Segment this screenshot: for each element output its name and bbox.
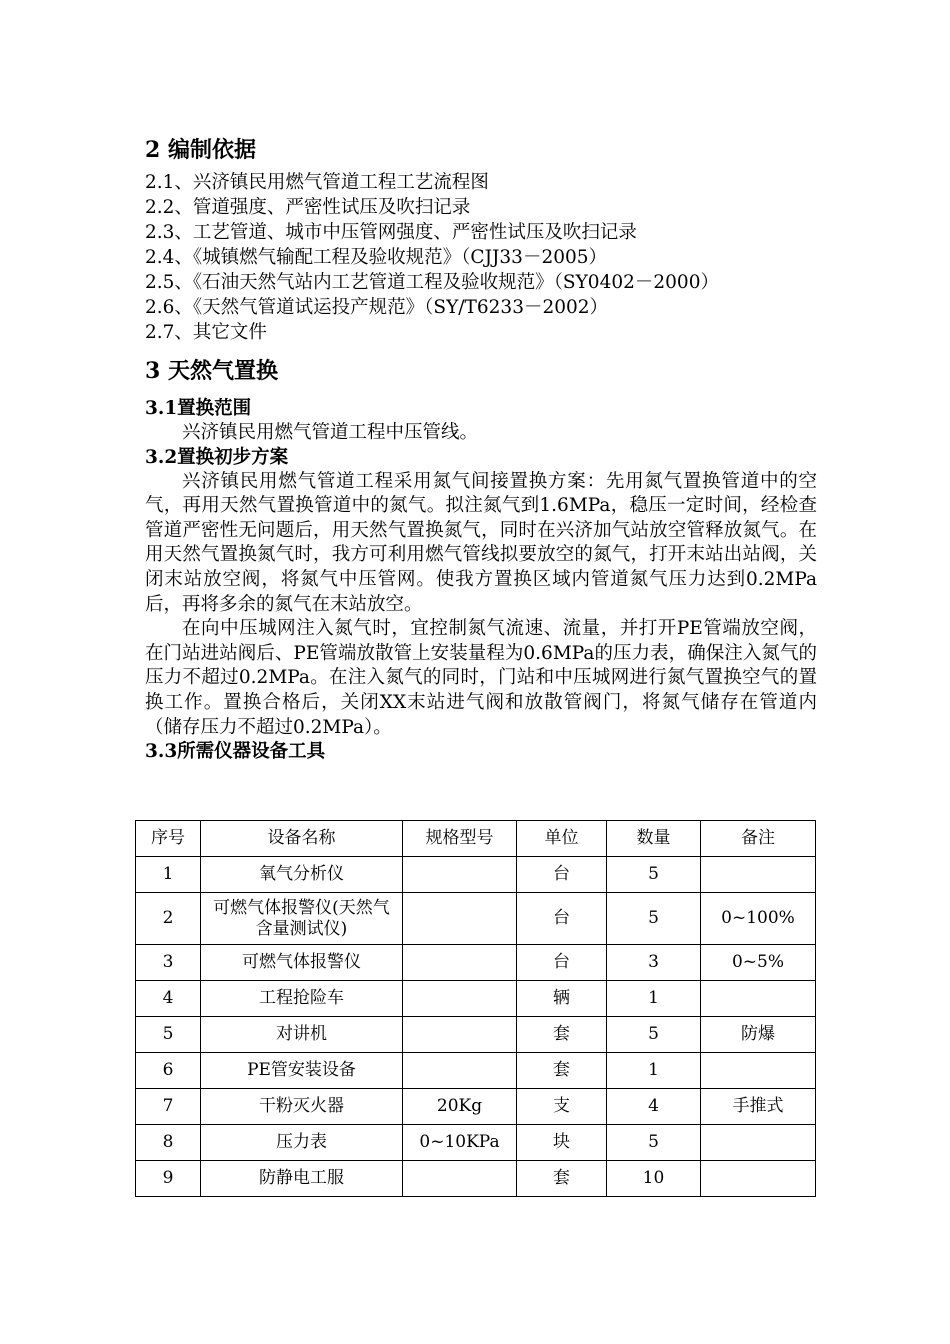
table-cell: 5	[607, 893, 701, 945]
table-cell: 5	[607, 1125, 701, 1161]
table-cell	[403, 857, 517, 893]
subsection-3-3-heading: 3.3所需仪器设备工具	[145, 741, 326, 763]
table-cell: 4	[136, 981, 201, 1017]
table-cell	[701, 1161, 816, 1197]
column-header: 序号	[136, 821, 201, 857]
table-cell: 套	[517, 1161, 607, 1197]
table-cell: 0~100%	[701, 893, 816, 945]
table-cell	[403, 1017, 517, 1053]
table-cell: 块	[517, 1125, 607, 1161]
reference-item: 2.5、《石油天然气站内工艺管道工程及验收规范》（SY0402－2000）	[145, 272, 719, 293]
table-cell: 套	[517, 1053, 607, 1089]
table-row	[136, 981, 816, 1017]
scope-paragraph: 兴济镇民用燃气管道工程中压管线。	[182, 422, 479, 443]
table-row	[136, 1125, 816, 1161]
reference-item: 2.7、其它文件	[145, 322, 267, 343]
table-cell: 5	[607, 857, 701, 893]
column-header: 备注	[701, 821, 816, 857]
plan-paragraph-1: 兴济镇民用燃气管道工程采用氮气间接置换方案：先用氮气置换管道中的空气，再用天然气置换管道中的氮气。拟注氮气到1.6MPa，稳压一定时间，经检查管道严密性无问题后，用天然气置换氮气，同时在兴济加气站放空管释放氮气。在用天然气置换氮气时，我方可利用燃气管线拟要放空的氮气，打开末站出站阀，关闭末站放空阀，将氮气中压管网。使我方置换区域内管道氮气压力达到0.2MPa后，再将多余的氮气在末站放空。	[145, 470, 817, 615]
table-cell: 工程抢险车	[201, 981, 403, 1017]
column-header: 规格型号	[403, 821, 517, 857]
table-row	[136, 945, 816, 981]
table-cell: 7	[136, 1089, 201, 1125]
table-cell: 干粉灭火器	[201, 1089, 403, 1125]
table-cell: 1	[136, 857, 201, 893]
table-cell: 台	[517, 893, 607, 945]
table-cell: 20Kg	[403, 1089, 517, 1125]
table-cell: 支	[517, 1089, 607, 1125]
table-cell	[701, 1125, 816, 1161]
column-header: 单位	[517, 821, 607, 857]
table-cell	[701, 857, 816, 893]
table-cell: 套	[517, 1017, 607, 1053]
table-cell: 3	[136, 945, 201, 981]
reference-list	[145, 170, 817, 345]
table-cell: 手推式	[701, 1089, 816, 1125]
reference-item: 2.1、兴济镇民用燃气管道工程工艺流程图	[145, 172, 489, 193]
table-cell: 9	[136, 1161, 201, 1197]
reference-item: 2.4、《城镇燃气输配工程及验收规范》（CJJ33－2005）	[145, 247, 608, 268]
reference-item: 2.2、管道强度、严密性试压及吹扫记录	[145, 197, 471, 218]
subsection-3-2-heading: 3.2置换初步方案	[145, 446, 289, 468]
table-cell: 0~5%	[701, 945, 816, 981]
plan-paragraph-2: 在向中压城网注入氮气时，宜控制氮气流速、流量，并打开PE管端放空阀，在门站进站阀后、PE管端放散管上安装量程为0.6MPa的压力表，确保注入氮气的压力不超过0.2MPa。在注入氮气的同时，门站和中压城网进行氮气置换空气的置换工作。置换合格后，关闭XX末站进气阀和放散管阀门，将氮气储存在管道内（储存压力不超过0.2MPa）。	[145, 618, 817, 738]
table-cell: 8	[136, 1125, 201, 1161]
table-cell: 4	[607, 1089, 701, 1125]
column-header: 设备名称	[201, 821, 403, 857]
section-2-heading: 2 编制依据	[145, 137, 256, 163]
table-cell: 可燃气体报警仪	[201, 945, 403, 981]
table-row	[136, 1161, 816, 1197]
table-cell: 10	[607, 1161, 701, 1197]
table-cell	[701, 1053, 816, 1089]
subsection-3-1-heading: 3.1置换范围	[145, 398, 252, 419]
table-cell	[701, 981, 816, 1017]
equipment-table	[135, 820, 816, 1197]
table-cell: 辆	[517, 981, 607, 1017]
table-cell: 1	[607, 981, 701, 1017]
table-cell	[403, 893, 517, 945]
table-cell	[403, 1161, 517, 1197]
table-cell: 5	[136, 1017, 201, 1053]
table-cell: 0~10KPa	[403, 1125, 517, 1161]
table-cell: 压力表	[201, 1125, 403, 1161]
table-row	[136, 1017, 816, 1053]
document-page	[145, 130, 817, 764]
table-cell: PE管安装设备	[201, 1053, 403, 1089]
table-cell: 防爆	[701, 1017, 816, 1053]
table-row	[136, 1053, 816, 1089]
reference-item: 2.3、工艺管道、城市中压管网强度、严密性试压及吹扫记录	[145, 222, 637, 243]
table-cell	[403, 945, 517, 981]
table-header-row	[136, 821, 816, 857]
table-cell: 6	[136, 1053, 201, 1089]
table-row	[136, 893, 816, 945]
table-row	[136, 857, 816, 893]
table-cell	[403, 981, 517, 1017]
table-cell: 氧气分析仪	[201, 857, 403, 893]
table-cell: 可燃气体报警仪(天然气含量测试仪)	[201, 893, 403, 945]
column-header: 数量	[607, 821, 701, 857]
table-row	[136, 1089, 816, 1125]
table-cell	[403, 1053, 517, 1089]
table-cell: 台	[517, 945, 607, 981]
table-cell: 3	[607, 945, 701, 981]
table-cell: 防静电工服	[201, 1161, 403, 1197]
table-cell: 5	[607, 1017, 701, 1053]
table-cell: 对讲机	[201, 1017, 403, 1053]
section-3-heading: 3 天然气置换	[145, 358, 278, 384]
table-cell: 1	[607, 1053, 701, 1089]
table-cell: 2	[136, 893, 201, 945]
reference-item: 2.6、《天然气管道试运投产规范》（SY/T6233－2002）	[145, 297, 609, 318]
table-cell: 台	[517, 857, 607, 893]
